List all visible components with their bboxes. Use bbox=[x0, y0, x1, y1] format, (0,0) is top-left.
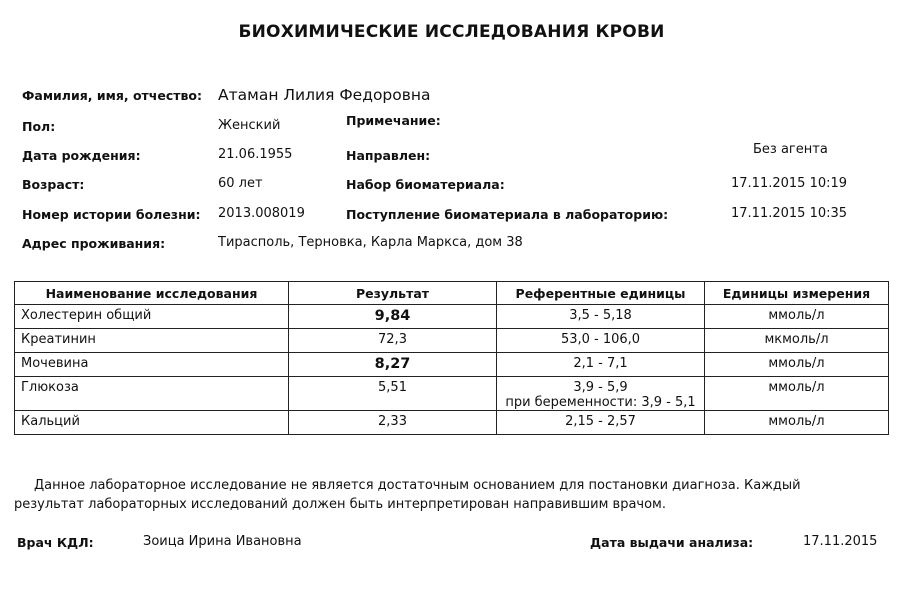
test-result: 5,51 bbox=[289, 377, 497, 411]
test-result: 8,27 bbox=[289, 353, 497, 377]
sex-label: Пол: bbox=[22, 119, 56, 134]
history-value: 2013.008019 bbox=[218, 206, 305, 221]
address-label: Адрес проживания: bbox=[22, 236, 166, 251]
reference-range bbox=[497, 377, 705, 411]
issue-date-value: 17.11.2015 bbox=[803, 534, 878, 549]
disclaimer-line: результат лабораторных исследований должен быть интерпретирован направившим врачом. bbox=[14, 497, 666, 512]
test-name: Кальций bbox=[15, 411, 289, 435]
address-value: Тирасполь, Терновка, Карла Маркса, дом 38 bbox=[218, 235, 523, 250]
collection-value: 17.11.2015 10:19 bbox=[731, 176, 848, 191]
table-row bbox=[15, 305, 889, 329]
issue-date-label: Дата выдачи анализа: bbox=[590, 535, 754, 550]
received-value: 17.11.2015 10:35 bbox=[731, 206, 848, 221]
reference-range-main: 3,9 - 5,9 bbox=[573, 380, 628, 395]
unit: ммоль/л bbox=[705, 377, 889, 411]
results-table bbox=[14, 281, 889, 435]
name-value: Атаман Лилия Федоровна bbox=[218, 86, 431, 104]
page-title: БИОХИМИЧЕСКИЕ ИССЛЕДОВАНИЯ КРОВИ bbox=[238, 22, 665, 42]
received-label: Поступление биоматериала в лабораторию: bbox=[346, 207, 669, 222]
test-name: Глюкоза bbox=[15, 377, 289, 411]
dob-label: Дата рождения: bbox=[22, 148, 141, 163]
referred-value: Без агента bbox=[753, 142, 828, 157]
table-row bbox=[15, 353, 889, 377]
test-name: Холестерин общий bbox=[15, 305, 289, 329]
doctor-value: Зоица Ирина Ивановна bbox=[143, 534, 302, 549]
collection-label: Набор биоматериала: bbox=[346, 177, 505, 192]
unit: мкмоль/л bbox=[705, 329, 889, 353]
table-row bbox=[15, 329, 889, 353]
test-name: Креатинин bbox=[15, 329, 289, 353]
reference-range: 53,0 - 106,0 bbox=[497, 329, 705, 353]
reference-range: 2,1 - 7,1 bbox=[497, 353, 705, 377]
unit: ммоль/л bbox=[705, 305, 889, 329]
table-row bbox=[15, 411, 889, 435]
disclaimer-line: Данное лабораторное исследование не является достаточным основанием для постановки диагноза. Каждый bbox=[34, 478, 801, 493]
test-result: 9,84 bbox=[289, 305, 497, 329]
unit: ммоль/л bbox=[705, 411, 889, 435]
table-row bbox=[15, 377, 889, 411]
test-name: Мочевина bbox=[15, 353, 289, 377]
reference-range-pregnancy: при беременности: 3,9 - 5,1 bbox=[505, 395, 696, 410]
unit: ммоль/л bbox=[705, 353, 889, 377]
age-label: Возраст: bbox=[22, 177, 85, 192]
test-result: 2,33 bbox=[289, 411, 497, 435]
table-header-row bbox=[15, 282, 889, 305]
dob-value: 21.06.1955 bbox=[218, 147, 293, 162]
note-label: Примечание: bbox=[346, 113, 441, 128]
name-label: Фамилия, имя, отчество: bbox=[22, 88, 202, 103]
doctor-label: Врач КДЛ: bbox=[17, 535, 94, 550]
test-result: 72,3 bbox=[289, 329, 497, 353]
column-header: Результат bbox=[289, 282, 497, 305]
column-header: Наименование исследования bbox=[15, 282, 289, 305]
history-label: Номер истории болезни: bbox=[22, 207, 201, 222]
referred-label: Направлен: bbox=[346, 148, 431, 163]
column-header: Единицы измерения bbox=[705, 282, 889, 305]
disclaimer bbox=[14, 476, 874, 514]
reference-range: 3,5 - 5,18 bbox=[497, 305, 705, 329]
age-value: 60 лет bbox=[218, 176, 263, 191]
sex-value: Женский bbox=[218, 118, 281, 133]
column-header: Референтные единицы bbox=[497, 282, 705, 305]
reference-range: 2,15 - 2,57 bbox=[497, 411, 705, 435]
